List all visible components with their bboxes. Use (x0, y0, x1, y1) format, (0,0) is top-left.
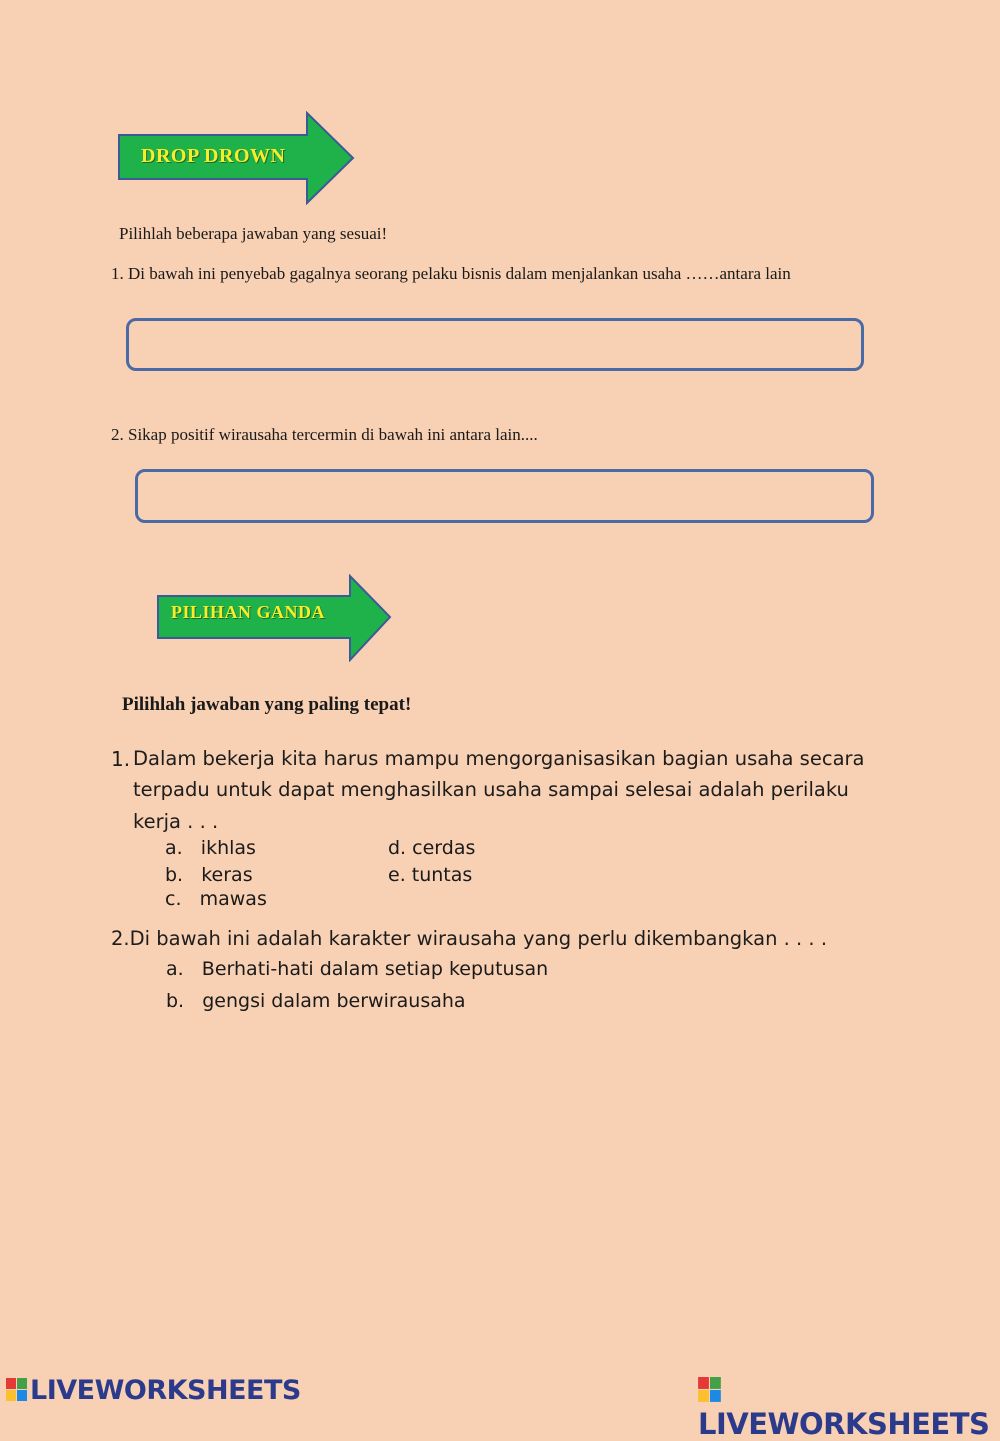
mc-q2-option-b[interactable]: b. gengsi dalam berwirausaha (166, 990, 466, 1012)
section1-question-1: 1. Di bawah ini penyebab gagalnya seorang pelaku bisnis dalam menjalankan usaha ……antara lain (111, 264, 791, 283)
dropdown-answer-1[interactable] (126, 318, 864, 371)
liveworksheets-logo-right-text: LIVEWORKSHEETS (698, 1407, 990, 1441)
section2-instruction: Pilihlah jawaban yang paling tepat! (122, 694, 412, 715)
liveworksheets-logo-left (6, 1375, 301, 1406)
mc-q1-option-e[interactable]: e. tuntas (388, 864, 473, 886)
mc-question-1-number: 1. (111, 747, 131, 771)
drop-down-banner (117, 111, 357, 205)
mc-question-1-line-3: kerja . . . (133, 810, 219, 833)
mc-q1-option-c[interactable]: c. mawas (165, 888, 267, 910)
liveworksheets-mark-icon (6, 1378, 28, 1402)
mc-q1-option-a[interactable]: a. ikhlas (165, 837, 256, 859)
multiple-choice-banner (156, 574, 394, 662)
liveworksheets-logo-right (698, 1373, 1000, 1441)
drop-down-banner-label: DROP DROWN (141, 145, 286, 167)
liveworksheets-logo-left-text: LIVEWORKSHEETS (30, 1375, 301, 1406)
liveworksheets-mark-icon (698, 1377, 722, 1403)
multiple-choice-banner-label: PILIHAN GANDA (171, 602, 326, 622)
mc-question-1-line-1: Dalam bekerja kita harus mampu mengorganisasikan bagian usaha secara (133, 747, 865, 770)
dropdown-answer-2[interactable] (135, 469, 874, 523)
mc-question-2: 2.Di bawah ini adalah karakter wirausaha yang perlu dikembangkan . . . . (111, 927, 828, 950)
mc-q2-option-a[interactable]: a. Berhati-hati dalam setiap keputusan (166, 958, 549, 980)
section1-instruction: Pilihlah beberapa jawaban yang sesuai! (119, 224, 388, 243)
mc-question-1-line-2: terpadu untuk dapat menghasilkan usaha sampai selesai adalah perilaku (133, 778, 849, 801)
mc-q1-option-d[interactable]: d. cerdas (388, 837, 476, 859)
mc-q1-option-b[interactable]: b. keras (165, 864, 253, 886)
section1-question-2: 2. Sikap positif wirausaha tercermin di bawah ini antara lain.... (111, 425, 538, 444)
